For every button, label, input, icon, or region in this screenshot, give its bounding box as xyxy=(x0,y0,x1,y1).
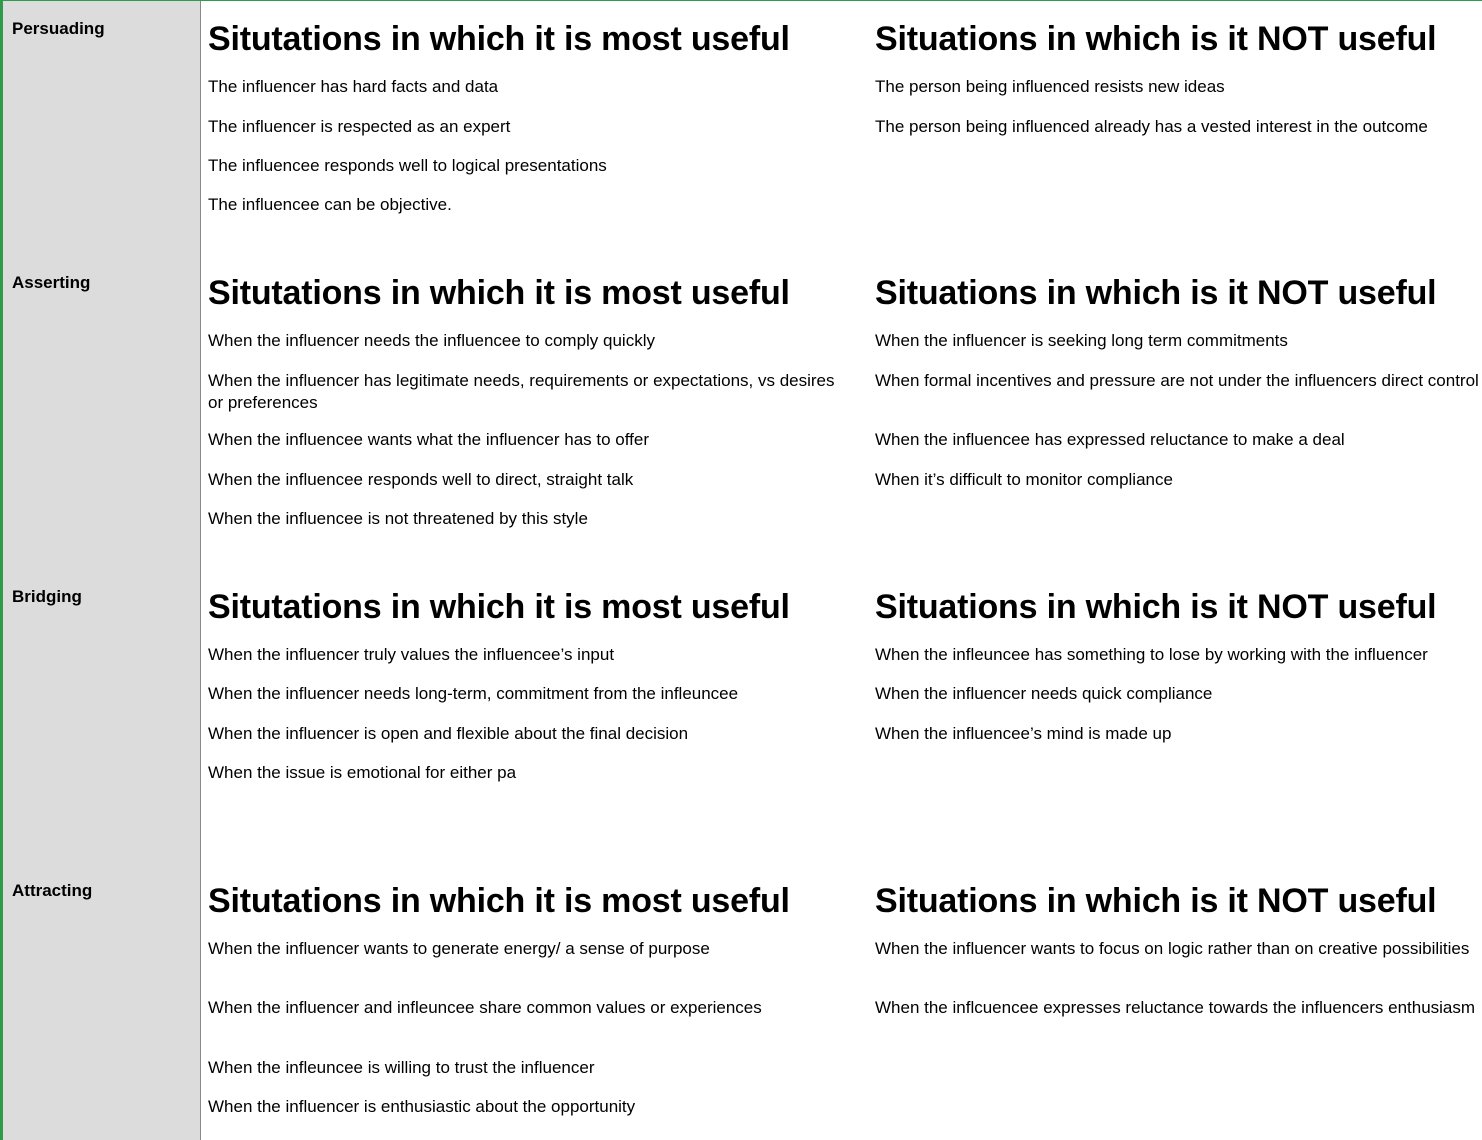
useful-heading: Situtations in which it is most useful xyxy=(208,882,790,920)
useful-item: When the influencer needs the influencee to comply quickly xyxy=(208,331,655,350)
section-label: Persuading xyxy=(12,19,105,38)
useful-item: When the influencer needs long-term, commitment from the infleuncee xyxy=(208,684,739,703)
useful-item: The influencer is respected as an expert xyxy=(208,117,511,136)
useful-item: When the influencer and infleuncee share common values or experiences xyxy=(208,998,762,1017)
useful-item: When the influencee responds well to direct, straight talk xyxy=(208,470,634,489)
useful-item: When the issue is emotional for either pa xyxy=(208,763,517,782)
useful-item: When the influencer is open and flexible about the final decision xyxy=(208,724,689,743)
useful-item: The influencee can be objective. xyxy=(208,195,452,214)
useful-item: When the influencer has legitimate needs, requirements or expectations, vs desires or preferences xyxy=(208,371,835,412)
not-useful-item: When the influencer needs quick compliance xyxy=(875,684,1213,703)
not-useful-item: The person being influenced resists new ideas xyxy=(875,77,1225,96)
not-useful-heading: Situations in which is it NOT useful xyxy=(875,882,1437,920)
not-useful-item: When the inflcuencee expresses reluctance towards the influencers enthusiasm xyxy=(875,998,1476,1017)
section-label: Asserting xyxy=(12,273,91,292)
useful-heading: Situtations in which it is most useful xyxy=(208,274,790,312)
not-useful-item: The person being influenced already has a vested interest in the outcome xyxy=(875,117,1428,136)
useful-item: When the infleuncee is willing to trust the influencer xyxy=(208,1058,595,1077)
useful-heading: Situtations in which it is most useful xyxy=(208,588,790,626)
useful-heading: Situtations in which it is most useful xyxy=(208,20,790,58)
section-label: Bridging xyxy=(12,587,82,606)
useful-item: When the influencee is not threatened by this style xyxy=(208,509,588,528)
not-useful-heading: Situations in which is it NOT useful xyxy=(875,274,1437,312)
label-column xyxy=(3,1,201,1140)
useful-item: When the influencer is enthusiastic about the opportunity xyxy=(208,1097,636,1116)
useful-item: When the influencer wants to generate energy/ a sense of purpose xyxy=(208,939,710,958)
not-useful-heading: Situations in which is it NOT useful xyxy=(875,588,1437,626)
useful-item: The influencee responds well to logical presentations xyxy=(208,156,607,175)
not-useful-item: When the influencee’s mind is made up xyxy=(875,724,1172,743)
useful-item: When the influencer truly values the influencee’s input xyxy=(208,645,615,664)
not-useful-item: When the influencer wants to focus on logic rather than on creative possibilities xyxy=(875,939,1470,958)
section-label: Attracting xyxy=(12,881,93,900)
not-useful-item: When the infleuncee has something to lose by working with the influencer xyxy=(875,645,1428,664)
not-useful-item: When it’s difficult to monitor compliance xyxy=(875,470,1173,489)
not-useful-item: When the influencer is seeking long term commitments xyxy=(875,331,1288,350)
not-useful-heading: Situations in which is it NOT useful xyxy=(875,20,1437,58)
not-useful-item: When formal incentives and pressure are not under the influencers direct control xyxy=(875,371,1479,390)
useful-item: The influencer has hard facts and data xyxy=(208,77,499,96)
useful-item: When the influencee wants what the influencer has to offer xyxy=(208,430,650,449)
not-useful-item: When the influencee has expressed reluctance to make a deal xyxy=(875,430,1345,449)
